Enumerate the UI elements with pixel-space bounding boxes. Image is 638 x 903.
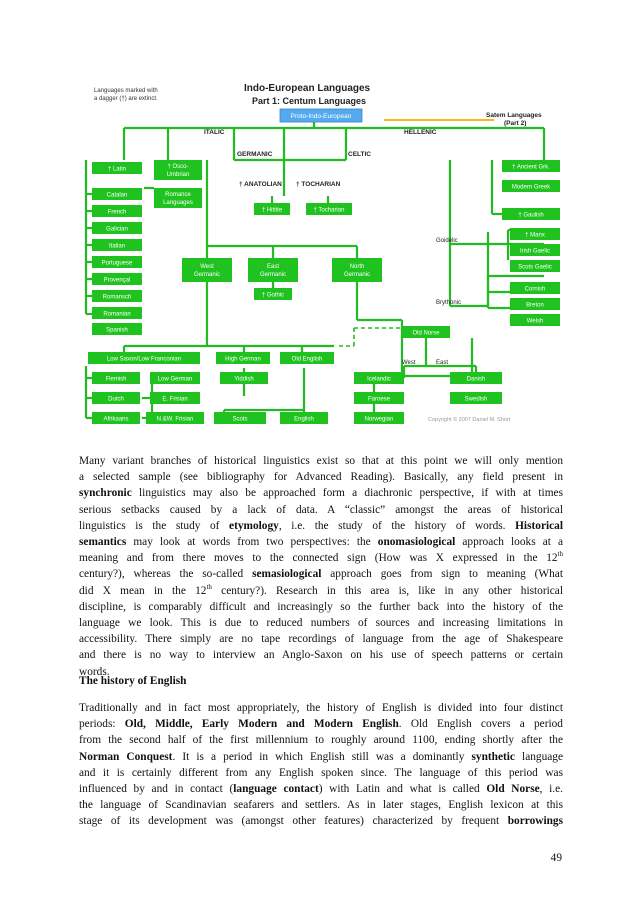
box-spanish-label: Spanish: [106, 327, 128, 334]
p1-line-7: meaning and from there moves to the connected sign (How was X expressed in the 12th: [79, 550, 563, 565]
box-e-frisian-label: E. Frisian: [162, 396, 188, 403]
box-irish-gaelic-label: Irish Gaelic: [519, 248, 551, 255]
box-dutch-label: Dutch: [108, 396, 124, 403]
p1-line-1: Many variant branches of historical linguistics exist so that at this point we will only mention: [79, 455, 563, 467]
box-osco-label-2: Umbrian: [166, 172, 190, 178]
box-low-saxon-label: Low Saxon/Low Franconian: [106, 356, 182, 363]
p2-line-7: the language of Scandinavian seafarers and settlers. As in later stages, English lexicon at this: [79, 799, 563, 812]
p1-line-3: synchronic linguistics may also be approached form a diachronic perspective, if with at times: [79, 487, 563, 500]
box-hittite-label: † Hittite: [261, 207, 283, 214]
box-manx-label: † Manx: [525, 232, 545, 239]
box-east-germanic-label: East: [266, 264, 280, 270]
box-cornish-label: Cornish: [524, 286, 546, 293]
goidelic-label: Goidelic: [436, 238, 458, 244]
p1-line-2: a selected sample (see bibliography for Advanced Reading). Basically, any field present in: [79, 471, 563, 484]
box-west-germanic-label: West: [200, 264, 214, 270]
section-heading: The history of English: [79, 675, 187, 687]
box-faroese-label: Faroese: [367, 396, 391, 403]
box-latin-label: † Latin: [107, 166, 127, 173]
box-gaulish-label: † Gaulish: [518, 212, 544, 219]
box-nw-frisian-label: N.&W. Frisian: [156, 416, 194, 423]
box-modern-greek-label: Modern Greek: [511, 184, 551, 191]
box-east-germanic: [248, 258, 298, 282]
box-north-germanic-label-2: Germanic: [343, 272, 371, 278]
box-high-german-label: High German: [225, 356, 261, 363]
diagram-subtitle: Part 1: Centum Languages: [252, 96, 367, 106]
box-swedish-label: Swedish: [464, 396, 488, 403]
satem-label: Satem Languages: [486, 112, 542, 119]
box-danish-label: Danish: [466, 376, 486, 383]
extinct-note: Languages marked with: [94, 88, 158, 94]
box-east-germanic-label-2: Germanic: [259, 272, 287, 278]
box-west-germanic: [182, 258, 232, 282]
box-flemish-label: Flemish: [105, 376, 127, 383]
east-label: East: [436, 360, 449, 366]
box-osco-label: † Osco-: [167, 164, 189, 170]
box-gothic-label: † Gothic: [261, 292, 285, 299]
italic-label: ITALIC: [204, 129, 225, 136]
box-romanian-label: Romanian: [103, 311, 131, 318]
box-ancient-greek-label: † Ancient Grk.: [512, 164, 550, 171]
box-english-label: English: [294, 416, 314, 423]
box-scots-gaelic-label: Scots Gaelic: [518, 264, 552, 271]
anatolian-label: † ANATOLIAN: [239, 181, 282, 188]
box-welsh-label: Welsh: [526, 318, 544, 325]
p1-line-10: discipline, is comparably difficult and increasingly so the further back into the history of the: [79, 600, 563, 613]
p2-line-5: and it is certainly different from any English spoken since. The language of this period was: [79, 766, 563, 779]
p1-line-8: century?), whereas the so-called semasiological approach goes from sign to meaning (What: [79, 568, 563, 581]
box-romance-label: Romance: [165, 192, 191, 198]
box-provencal-label: Provençal: [103, 277, 131, 284]
paragraph-history-of-english: [79, 700, 563, 830]
brythonic-label: Brythonic: [436, 300, 462, 306]
copyright-text: Copyright © 2007 Daniel M. Short: [428, 417, 511, 423]
p2-line-3: from the second half of the first millennium to roughly around 1100, ending shortly after the: [79, 734, 563, 747]
p2-line-1: Traditionally and in fact most appropriately, the history of English is divided into four distinct: [79, 702, 563, 714]
extinct-note-2: a dagger (†) are extinct.: [94, 96, 158, 102]
box-north-germanic-label: North: [349, 264, 365, 270]
germanic-label: GERMANIC: [237, 151, 273, 158]
box-scots-label: Scots: [232, 416, 248, 423]
box-french-label: French: [107, 209, 127, 216]
box-breton-label: Breton: [526, 302, 544, 309]
p1-line-13: and there is no way to interview an Anglo-Saxon on his use of speech patterns or certain: [79, 649, 563, 662]
box-west-germanic-label-2: Germanic: [193, 272, 221, 278]
box-norwegian-label: Norwegian: [364, 416, 394, 423]
box-north-germanic: [332, 258, 382, 282]
p1-line-9: did X mean in the 12th century?). Research in this area is, like in any other historical: [79, 582, 563, 597]
p2-line-2: periods: Old, Middle, Early Modern and Modern English. Old English covers a period: [79, 718, 563, 731]
satem-label-2: (Part 2): [504, 120, 527, 127]
box-low-german-label: Low German: [157, 376, 193, 383]
p1-line-6: semantics may look at words from two perspectives: the onomasiological approach looks at a: [79, 536, 563, 549]
box-tocharian-label: † Tocharian: [313, 207, 345, 214]
p1-line-4: serious setbacks caused by a lack of data. A “classic” amongst the areas of historical: [79, 503, 563, 516]
paragraph-historical-linguistics: [79, 453, 563, 680]
page-number: 49: [550, 852, 562, 864]
p1-line-5: linguistics is the study of etymology, i.e. the study of the history of words. Historical: [79, 519, 563, 532]
p1-line-12: accessibility. There simply are no tape recordings of language from the age of Shakespeare: [79, 633, 563, 646]
indo-european-tree-diagram: [84, 76, 564, 432]
hellenic-label: HELLENIC: [404, 129, 437, 136]
box-portuguese-label: Portuguese: [101, 260, 133, 267]
p2-line-6: influenced by and in contact (language contact) with Latin and what is called Old Norse, i.e.: [79, 783, 564, 796]
root-label: Proto-Indo-European: [290, 113, 352, 120]
box-italian-label: Italian: [108, 243, 126, 250]
celtic-label: CELTIC: [348, 151, 371, 158]
box-romance-label-2: Languages: [163, 200, 193, 206]
box-icelandic-label: Icelandic: [367, 376, 391, 383]
box-catalan-label: Catalan: [106, 192, 128, 199]
box-romansch-label: Romansch: [102, 294, 132, 301]
p1-line-11: language we look. This is due to reduced numbers of sources and increasing limitations in: [79, 617, 563, 630]
diagram-title: Indo-European Languages: [244, 83, 371, 94]
p2-line-4: Norman Conquest. It is a period in which English still was a dominantly synthetic language: [79, 750, 564, 763]
tocharian-label: † TOCHARIAN: [296, 181, 341, 188]
box-old-norse-label: Old Norse: [412, 330, 440, 337]
box-old-english-label: Old English: [291, 356, 323, 363]
p1-line-14: words.: [79, 665, 110, 678]
p2-line-8: stage of its development was (amongst other features) characterized by frequent borrowings: [79, 815, 563, 828]
box-yiddish-label: Yiddish: [234, 376, 254, 383]
west-label: West: [402, 360, 416, 366]
box-galician-label: Galician: [106, 226, 128, 233]
box-afrikaans-label: Afrikaans: [103, 416, 129, 423]
